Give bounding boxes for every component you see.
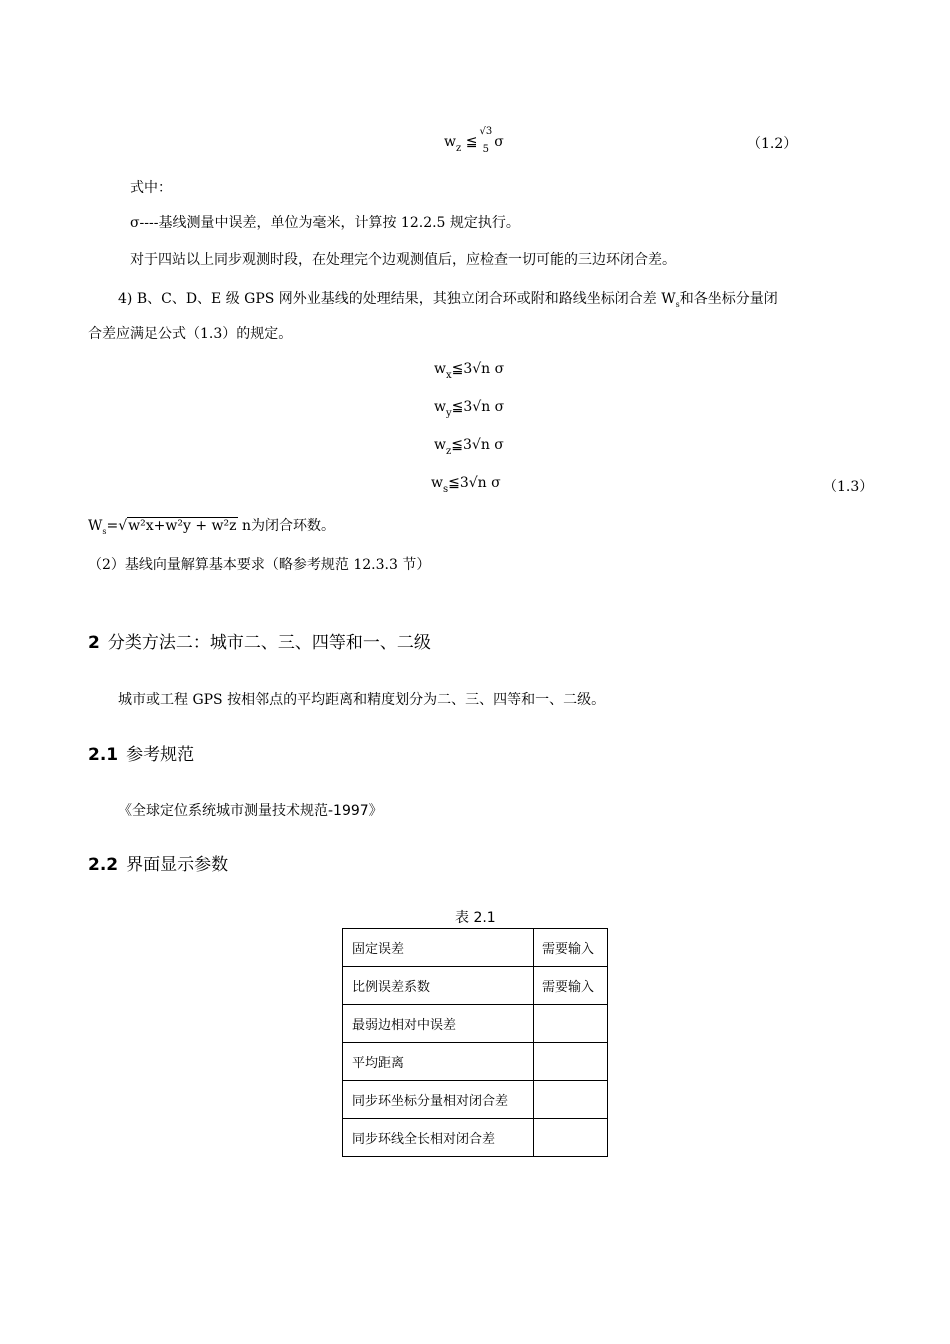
formula-1-2 <box>444 126 504 155</box>
formula-1-3-row-x <box>434 361 505 381</box>
para-baseline: （2）基线向量解算基本要求（略参考规范 12.3.3 节） <box>88 557 431 573</box>
section-number: 2.2 <box>88 855 119 875</box>
table-row <box>343 1005 608 1043</box>
section-title: 参考规范 <box>126 745 195 765</box>
para-item-4-text: 4) B、C、D、E 级 GPS 网外业基线的处理结果，其独立闭合环或附和路线坐标闭合差 W <box>118 291 676 307</box>
table-cell-name: 同步环坐标分量相对闭合差 <box>343 1081 534 1119</box>
ws-radicand: w²x+w²y + w²z <box>128 518 237 534</box>
para-item-4-line2: 合差应满足公式（1.3）的规定。 <box>88 326 293 342</box>
ws-n: n <box>241 518 251 534</box>
formula-subscript: z <box>445 446 452 457</box>
formula-rhs: ≦3√n σ <box>451 399 505 415</box>
section-2-1-heading <box>88 740 194 765</box>
section-title: 界面显示参数 <box>126 855 229 875</box>
para-reference: 《全球定位系统城市测量技术规范-1997》 <box>118 803 383 819</box>
table-cell-name: 比例误差系数 <box>343 967 534 1005</box>
formula-1-3-row-y <box>434 399 505 419</box>
section-2-2-heading <box>88 850 228 875</box>
equation-number-1-2: （1.2） <box>747 136 798 152</box>
ws-text: 为闭合环数。 <box>250 518 335 534</box>
para-item-4-text-cont: 和各坐标分量闭 <box>679 291 778 307</box>
formula-rhs: ≦3√n σ <box>451 361 505 377</box>
table-row <box>343 967 608 1005</box>
para-item-4 <box>118 288 778 308</box>
equation-number-1-3: （1.3） <box>823 479 874 495</box>
formula-var: w <box>434 361 446 377</box>
table-caption: 表 2.1 <box>455 910 496 926</box>
ws-var: W <box>88 518 103 534</box>
table-row <box>343 1119 608 1157</box>
formula-var: w <box>444 134 456 150</box>
table-row <box>343 929 608 967</box>
ws-subscript: s <box>102 527 107 536</box>
para-item-4-subscript: s <box>675 300 680 309</box>
table-cell-name: 同步环线全长相对闭合差 <box>343 1119 534 1157</box>
formula-rhs: ≦3√n σ <box>448 475 501 491</box>
ws-definition <box>88 515 335 535</box>
table-cell-value: 需要输入 <box>534 929 608 967</box>
formula-var: w <box>434 437 446 453</box>
fraction-numerator: √3 <box>479 126 493 137</box>
section-number: 2.1 <box>88 745 119 765</box>
table-cell-value: 需要输入 <box>534 967 608 1005</box>
section-number: 2 <box>88 633 100 653</box>
formula-1-3-row-s <box>431 475 501 495</box>
table-cell-value <box>534 1043 608 1081</box>
formula-1-3-row-z <box>434 437 504 457</box>
formula-operator: ≦ <box>465 134 478 150</box>
formula-subscript: s <box>442 484 449 495</box>
table-row <box>343 1081 608 1119</box>
formula-var: w <box>431 475 443 491</box>
parameter-table <box>342 928 608 1157</box>
section-title: 分类方法二：城市二、三、四等和一、二级 <box>107 633 431 653</box>
para-shizhong: 式中： <box>130 180 172 196</box>
para-city: 城市或工程 GPS 按相邻点的平均距离和精度划分为二、三、四等和一、二级。 <box>118 692 606 708</box>
table-cell-value <box>534 1119 608 1157</box>
formula-subscript: z <box>455 143 462 154</box>
formula-fraction <box>479 126 493 155</box>
table-cell-name: 固定误差 <box>343 929 534 967</box>
table-row <box>343 1043 608 1081</box>
table-cell-value <box>534 1081 608 1119</box>
para-four-stations: 对于四站以上同步观测时段，在处理完个边观测值后，应检查一切可能的三边环闭合差。 <box>130 252 676 268</box>
formula-subscript: x <box>445 370 452 381</box>
table-cell-value <box>534 1005 608 1043</box>
table-cell-name: 最弱边相对中误差 <box>343 1005 534 1043</box>
formula-var: w <box>434 399 446 415</box>
formula-sigma: σ <box>494 134 504 150</box>
para-sigma-definition: σ----基线测量中误差，单位为毫米，计算按 12.2.5 规定执行。 <box>130 215 520 231</box>
formula-subscript: y <box>445 408 452 419</box>
table-cell-name: 平均距离 <box>343 1043 534 1081</box>
formula-rhs: ≦3√n σ <box>451 437 504 453</box>
section-2-heading <box>88 628 431 653</box>
fraction-denominator: 5 <box>482 144 489 155</box>
ws-sqrt-sign: =√ <box>106 518 128 534</box>
